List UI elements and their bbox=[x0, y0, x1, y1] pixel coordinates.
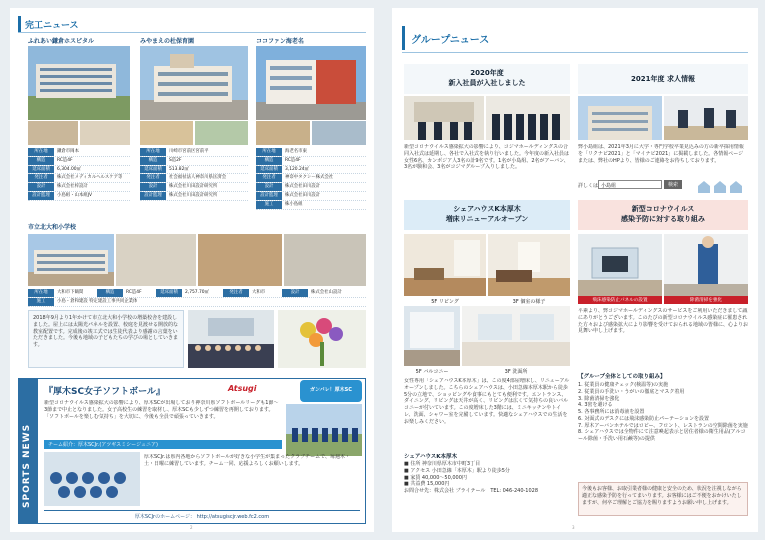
new-employees-heading bbox=[404, 64, 570, 94]
project-1-specs: 所在地 鎌倉市岡本 構造 RC造4F 延床面積 6,304.00㎡ 発注者 株式会社メディカルヘルスケア等 設計 株式会社梓設計 設計監理 小島組・山本組JV bbox=[28, 148, 130, 201]
project-3-photo bbox=[256, 46, 366, 120]
school-name: 市立北大和小学校 bbox=[28, 224, 77, 231]
sharehouse-heading bbox=[404, 200, 570, 230]
heading-line-1: 新型コロナウイルス bbox=[631, 205, 695, 213]
junior-team-photo bbox=[44, 452, 140, 506]
heading-line-2: 増床リニューアルオープン bbox=[445, 215, 529, 223]
balcony-photo bbox=[404, 306, 460, 366]
search-input[interactable]: 小島組 bbox=[598, 180, 662, 189]
list-item: 5. 各事務所には消毒液を設置 bbox=[578, 409, 645, 415]
building-photo bbox=[578, 96, 662, 140]
list-item: 4. 3密を避ける bbox=[578, 402, 613, 409]
junior-team-body: 厚木SCJr.は県内各地からソフトボールが好きな小学生が集まったクラブチームで、毎週木・土・日曜に練習しています。チーム一同、応援よろしくお願いします。 bbox=[144, 454, 351, 467]
school-classroom-photo bbox=[284, 234, 366, 286]
partition-caption: 飛沫感染防止パネルの設置 bbox=[578, 296, 662, 304]
project-2-name: みやまえの杜保育園 bbox=[140, 38, 195, 45]
room-photo bbox=[488, 234, 570, 296]
school-gym-photo bbox=[198, 234, 282, 286]
school-interior-photo bbox=[116, 234, 196, 286]
group-photo bbox=[486, 96, 570, 140]
recruit-heading: 2021年度 求人情報 bbox=[578, 64, 748, 94]
school-photo bbox=[28, 234, 114, 286]
covid-text: 平素より、弊コジマホールディングスのサービスをご利用いただきまして誠にありがとうございます。このたびの新型コロナウイルス感染症に罹患された方々および感染拡大により影響を受けておられる地域の皆様に、心よりお見舞い申し上げます。 bbox=[578, 308, 748, 335]
project-1-name: ふれあい鎌倉ホスピタル bbox=[28, 38, 95, 45]
sharehouse-info: ■ 住所 神奈川県厚木市中町3丁目 ■ アクセス 小田急線「本厚木」駅より徒歩5分 ■ 家賃 40,000〜50,000円 ■ 共益費 15,000円 お問合せ先：株式会社 ブライテール TEL: 046-240-1028 bbox=[404, 461, 539, 494]
heading-line-1: 2020年度 bbox=[470, 69, 504, 77]
heading-line-1: シェアハウスK本厚木 bbox=[453, 205, 521, 213]
flowers-photo bbox=[278, 310, 366, 368]
list-item: 7. 厚木アーバンホテルではロビー、フロント、レストランの空間除菌を実施 bbox=[578, 422, 748, 429]
office-photo bbox=[664, 96, 748, 140]
new-employees-text: 新型コロナウイルス感染拡大の影響により、コジマホールディングスの合同入社式は延期し、各社で入社式を執り行いました。今年度の新入社員は女性6名、カンボジア人3名の計9名です。1名が小島組、2名がアーバン、3名が駿和会、3名がコジマグループ入りしました。 bbox=[404, 144, 570, 171]
list-item: 1. 従業員の健康チェック(検温等)の実施 bbox=[578, 382, 669, 388]
partition-photo bbox=[578, 234, 662, 296]
search-label: 詳しくは bbox=[578, 183, 599, 189]
covid-measures-list bbox=[578, 382, 748, 443]
team-photo bbox=[286, 404, 362, 456]
left-page bbox=[10, 8, 374, 532]
kanryo-news-title: 完工ニュース bbox=[18, 16, 79, 32]
living-caption: 5F リビング bbox=[431, 299, 459, 305]
group-news-header bbox=[402, 26, 748, 50]
living-photo bbox=[404, 234, 486, 296]
project-2-photo bbox=[140, 46, 248, 120]
project-2-interior-photo bbox=[195, 121, 248, 145]
atsugi-logo: Atsugi bbox=[228, 384, 257, 393]
sports-news-banner bbox=[18, 378, 38, 524]
team-caption: チーム紹介：厚木SCJr.(アツギスミシージュニア) bbox=[44, 440, 282, 449]
search-button[interactable]: 検索 bbox=[664, 180, 682, 189]
softball-title: 『厚木SC女子ソフトボール』 bbox=[44, 387, 165, 397]
page-number: 3 bbox=[572, 525, 575, 530]
sharehouse-info-title: シェアハウスK本厚木 bbox=[404, 454, 458, 460]
disinfect-caption: 除菌清掃を強化 bbox=[664, 296, 748, 304]
school-ceremony-photo bbox=[188, 310, 274, 368]
project-1-interior-photo bbox=[80, 121, 130, 145]
page-number: 2 bbox=[190, 525, 193, 530]
sports-news-label: SPORTS NEWS bbox=[22, 423, 32, 508]
sharehouse-text: 女性専用「シェアハウスK本厚木」は、この度4部屋増床し、リニューアルオープンしました。こちらのシェアハウスは、小田急線本厚木駅から徒歩5分の立地で、ショッピングや食事にもとても便利です。エントランス、ダイニング、リビングは天井が高く、リビングは広くて気持ちの良いバルコニーが付いています。この度増床した3階には、ミニキッチンやトイレ、洗面、シャワー室を完備しています。快適なシェアハウスでの生活をお楽しみください。 bbox=[404, 378, 570, 425]
softball-body: 新型コロナウイルス感染拡大の影響により、厚木SCが出場しており神奈川県ソフトボールリーグも1節〜3節まで中止となりました。女子高校生の練習を取材し、厚木SCも少しずつ練習を再開しております。「ソフトボールを楽しむ気持ち」を大切に、今後も全員で頑張っていきます。 bbox=[44, 400, 279, 420]
heading-line-2: 新入社員が入社しました bbox=[448, 79, 526, 87]
project-1-photo bbox=[28, 46, 130, 120]
recruit-text: 弊小島組は、2021年3月に大学・専門学校卒業見込みの方の新卒採用情報を「リクナビ2021」と「マイナビ2021」に掲載しました。各情報ページまたは、弊社のHPより、皆様のご連絡をお待ちしております。 bbox=[578, 144, 744, 164]
school-description: 2018年9月より1年かけて市立北大和小学校の増築校舎を建設しました。屋上には太陽光パネルを設置、校庭を見渡せる開放的な教室配置です。完成後の竣工式では生徒代表より感謝の言葉をいただきました。今後も地域の子どもたちの学びの場としていきます。 bbox=[28, 310, 184, 368]
heading-line-2: 感染予防に対する取り組み bbox=[621, 215, 705, 223]
washroom-caption: 3F 洗面所 bbox=[504, 369, 528, 375]
disinfect-photo bbox=[664, 234, 748, 296]
project-2-specs: 所在地 川崎市宮前区宮前平 構造 S造2F 延床面積 513.82㎡ 発注者 社会福祉法人神奈川県匡済会 設計 株式会社川田設計研究所 設計監理 株式会社川田設計研究所 bbox=[140, 148, 248, 201]
title-rule bbox=[18, 32, 366, 33]
room-caption: 3F 個室の様子 bbox=[512, 299, 546, 305]
group-news-title: グループニュース bbox=[411, 35, 490, 46]
houses-icon bbox=[696, 178, 744, 192]
balcony-caption: 5F バルコニー bbox=[415, 369, 449, 375]
covid-heading bbox=[578, 200, 748, 230]
list-item: 3. 除菌清掃を強化 bbox=[578, 395, 620, 402]
covid-list-title: 【グループ全体としての取り組み】 bbox=[578, 374, 666, 380]
junior-team-link[interactable]: 厚木SCJrのホームページ： http://atsugiscjr.web.fc2.com bbox=[44, 510, 360, 520]
project-3-interior-photo bbox=[256, 121, 310, 145]
list-item: 8. シェアハウスでは全物件にて注意喚起表示と居住者様の衛生用品(アルコール除菌・手洗い用石鹸等)の提供 bbox=[578, 429, 746, 442]
washroom-photo bbox=[462, 306, 570, 366]
project-3-specs: 所在地 海老名市東 構造 RC造4F 延床面積 3,120.24㎡ 発注者 神奈中タクシー株式会社 設計 株式会社田川設計 設計監理 株式会社田川設計 施工 株小島組 bbox=[256, 148, 366, 210]
list-item: 2. 従業員の手洗い・うがいの徹底とマスク着用 bbox=[578, 388, 685, 395]
project-3-name: ココファン海老名 bbox=[256, 38, 304, 45]
project-3-interior-photo bbox=[312, 121, 366, 145]
covid-footer-note: 今後もお客様、お取引業者様の健康と安全のため、状況を注視しながら適正な感染予防を行ってまいります。お客様にはご不便をおかけいたしますが、何卒ご理解とご協力を賜りますようお願い申し上げます。 bbox=[578, 482, 748, 516]
project-1-interior-photo bbox=[28, 121, 78, 145]
project-2-interior-photo bbox=[140, 121, 193, 145]
ceremony-photo bbox=[404, 96, 484, 140]
ganbare-badge: ガンバレ！厚木SC bbox=[300, 380, 362, 402]
header-rule bbox=[402, 52, 748, 53]
right-page bbox=[392, 8, 758, 532]
school-specs: 所在地 大和市下鶴間 構造 RC造4F 延床面積 2,757.70㎡ 発注者 大和市 設計 株式会社山設計 施工 小島・倉和建設 特定建設工事共同企業体 bbox=[28, 289, 366, 307]
list-item: 6. 対面式のデスクには飛沫感染防止パーテーションを設置 bbox=[578, 415, 709, 422]
